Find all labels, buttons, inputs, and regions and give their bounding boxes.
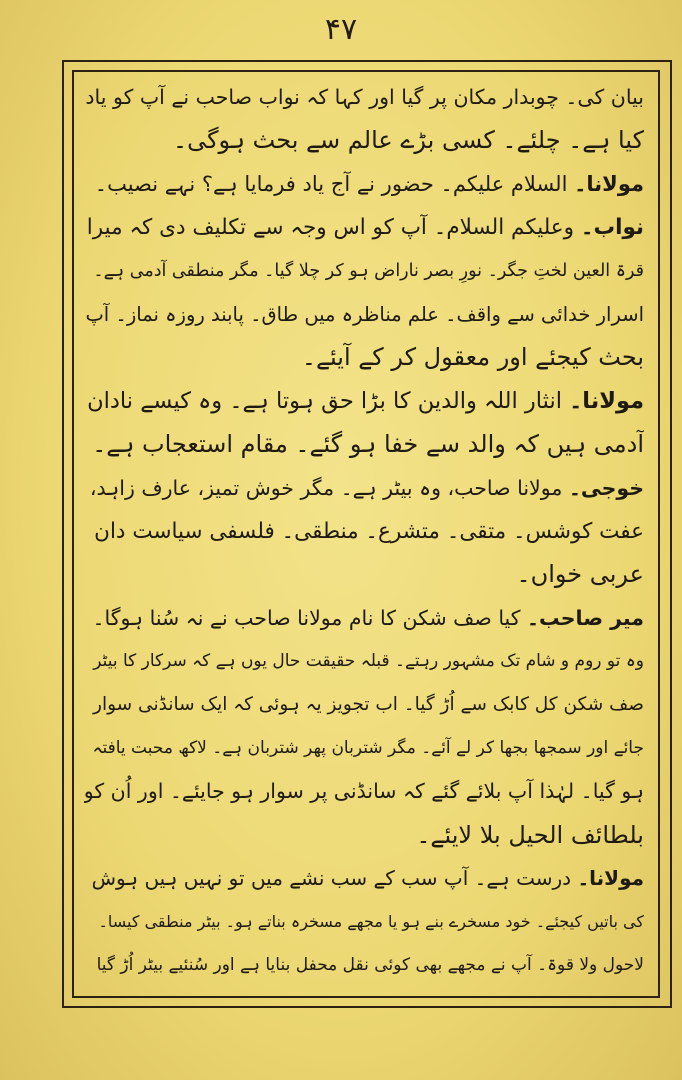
speaker-label: خوجی۔ <box>568 475 644 500</box>
page-number: ۴۷ <box>324 12 358 47</box>
body-text <box>84 76 644 987</box>
text-line <box>84 683 644 726</box>
text-line <box>84 336 644 379</box>
line-text: بلطائف الحیل بلا لایئے۔ <box>416 820 644 849</box>
speaker-label: مولانا۔ <box>569 387 644 414</box>
text-line <box>84 206 644 249</box>
line-text: مولانا صاحب، وہ بیٹر ہے۔ مگر خوش تمیز، عارف زاہد، <box>89 475 563 500</box>
line-text: ہو گیا۔ لہٰذا آپ بلائے گئے کہ سانڈنی پر سوار ہو جایئے۔ اور اُن کو <box>84 779 644 804</box>
line-text: بحث کیجئے اور معقول کر کے آیئے۔ <box>301 343 644 372</box>
text-line <box>84 250 644 293</box>
text-line <box>84 163 644 206</box>
text-line <box>84 423 644 466</box>
line-text: اسرار خدائی سے واقف۔ علم مناظرہ میں طاق۔ پابند روزہ نماز۔ آپ <box>85 302 644 326</box>
text-line <box>84 597 644 640</box>
line-text: عفت کوشس۔ متقی۔ متشرع۔ منطقی۔ فلسفی سیاست دان <box>94 518 644 544</box>
text-line <box>84 900 644 943</box>
line-text: وعلیکم السلام۔ آپ کو اس وجہ سے تکلیف دی کہ میرا <box>86 215 575 241</box>
line-text: کی باتیں کیجئے۔ خود مسخرے بنے ہو یا مجھے مسخرہ بناتے ہو۔ بیٹر منطقی کیسا۔ <box>98 912 644 932</box>
line-text: کیا ہے۔ چلئے۔ کسی بڑے عالم سے بحث ہوگی۔ <box>173 126 644 155</box>
text-line <box>84 944 644 987</box>
text-line <box>84 814 644 857</box>
speaker-label: میر صاحب۔ <box>527 605 644 630</box>
text-line <box>84 727 644 770</box>
speaker-label: مولانا۔ <box>574 171 644 196</box>
speaker-label: مولانا۔ <box>577 866 644 891</box>
text-line <box>84 770 644 813</box>
line-text: وہ تو روم و شام تک مشہور رہتے۔ قبلہ حقیقت حال یوں ہے کہ سرکار کا بیٹر <box>93 651 644 672</box>
line-text: جائے اور سمجھا بجھا کر لے آئے۔ مگر شتربان پھر شتربان ہے۔ لاکھ محبت یافتہ <box>92 737 644 758</box>
line-text: انثار اللہ والدین کا بڑا حق ہوتا ہے۔ وہ کیسے نادان <box>87 387 562 414</box>
line-text: السلام علیکم۔ حضور نے آج یاد فرمایا ہے؟ نہے نصیب۔ <box>94 171 568 196</box>
line-text: کیا صف شکن کا نام مولانا صاحب نے نہ سُنا ہوگا۔ <box>92 605 521 630</box>
text-line <box>84 553 644 596</box>
text-line <box>84 640 644 683</box>
line-text: قرۃ العین لختِ جگر۔ نورِ بصر ناراض ہو کر چلا گیا۔ مگر منطقی آدمی ہے۔ <box>93 260 644 281</box>
text-line <box>84 467 644 510</box>
text-line <box>84 857 644 900</box>
text-line <box>84 119 644 162</box>
line-text: لاحول ولا قوۃ۔ آپ نے مجھے بھی کوئی نقل محفل بنایا ہے اور سُنئیے بیٹر اُڑ گیا <box>96 954 644 975</box>
line-text: صف شکن کل کابک سے اُڑ گیا۔ اب تجویز یہ ہوئی کہ ایک سانڈنی سوار <box>93 694 644 716</box>
line-text: عربی خواں۔ <box>516 560 644 589</box>
text-line <box>84 510 644 553</box>
line-text: بیان کی۔ چوبدار مکان پر گیا اور کہا کہ نواب صاحب نے آپ کو یاد <box>85 85 644 109</box>
line-text: آدمی ہیں کہ والد سے خفا ہو گئے۔ مقام استعجاب ہے۔ <box>92 430 644 459</box>
text-line <box>84 380 644 423</box>
text-line <box>84 76 644 119</box>
speaker-label: نواب۔ <box>580 215 644 241</box>
text-line <box>84 293 644 336</box>
line-text: درست ہے۔ آپ سب کے سب نشے میں تو نہیں ہیں ہوش <box>91 866 572 891</box>
